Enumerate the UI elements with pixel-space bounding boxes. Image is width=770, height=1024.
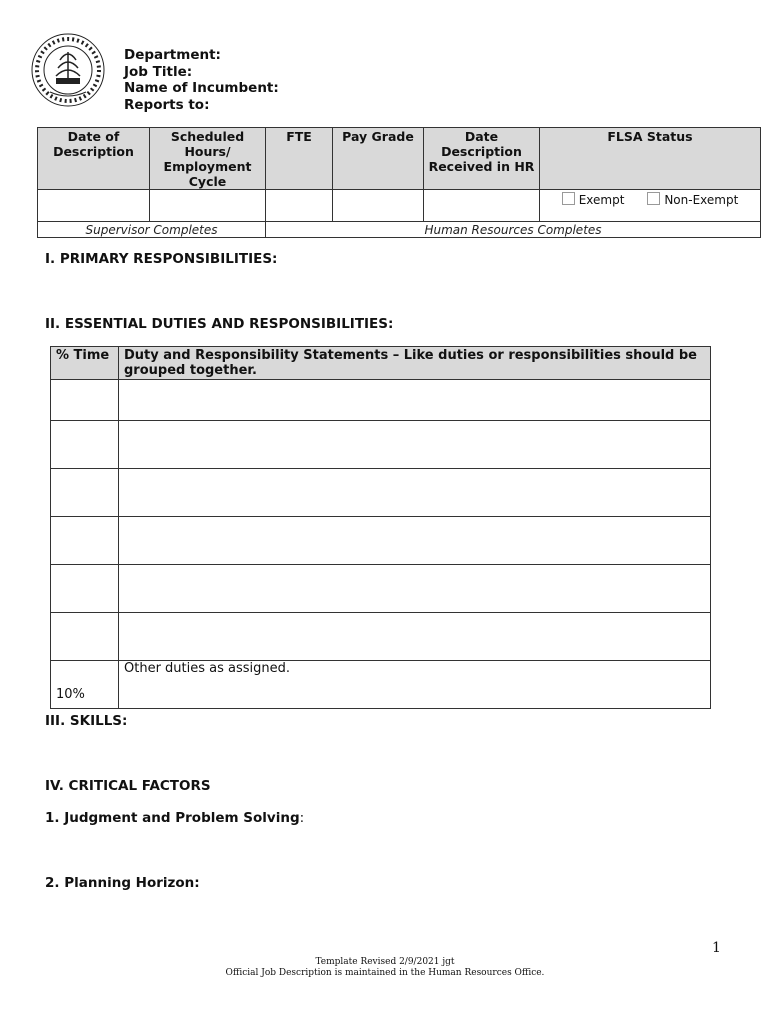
fte-cell[interactable] xyxy=(266,190,333,222)
percent-cell[interactable] xyxy=(51,469,119,517)
col-duty-statements: Duty and Responsibility Statements – Like duties or responsibilities should be grouped together. xyxy=(119,347,711,380)
duty-cell[interactable] xyxy=(119,517,711,565)
department-label: Department: xyxy=(124,47,221,63)
date-of-description-cell[interactable] xyxy=(38,190,150,222)
judgment-problem-solving xyxy=(45,810,304,826)
incumbent-label: Name of Incumbent: xyxy=(124,80,279,96)
percent-cell[interactable] xyxy=(51,565,119,613)
scheduled-hours-cell[interactable] xyxy=(150,190,266,222)
section-skills: III. SKILLS: xyxy=(45,713,128,729)
section-primary-responsibilities: I. PRIMARY RESPONSIBILITIES: xyxy=(45,251,278,267)
duty-cell[interactable] xyxy=(119,421,711,469)
reports-to-label: Reports to: xyxy=(124,96,210,113)
table-row xyxy=(51,380,711,421)
section-essential-duties: II. ESSENTIAL DUTIES AND RESPONSIBILITIES: xyxy=(45,316,394,332)
hr-completes-note: Human Resources Completes xyxy=(266,222,761,238)
percent-cell[interactable] xyxy=(51,613,119,661)
exempt-label: Exempt xyxy=(578,193,625,207)
duty-cell[interactable] xyxy=(119,380,711,421)
col-fte: FTE xyxy=(266,128,333,190)
page-number: 1 xyxy=(712,940,721,956)
job-title-label: Job Title: xyxy=(124,63,193,80)
percent-cell[interactable] xyxy=(51,421,119,469)
table-row xyxy=(51,421,711,469)
col-scheduled-hours: Scheduled Hours/ Employment Cycle xyxy=(150,128,266,190)
col-date-received-hr: Date Description Received in HR xyxy=(424,128,540,190)
table-row xyxy=(51,565,711,613)
non-exempt-label: Non-Exempt xyxy=(664,193,739,207)
exempt-checkbox[interactable] xyxy=(562,192,575,205)
col-percent-time: % Time xyxy=(51,347,119,380)
pay-grade-cell[interactable] xyxy=(333,190,424,222)
col-flsa-status: FLSA Status xyxy=(540,128,761,190)
judgment-label: 1. Judgment and Problem Solving xyxy=(45,810,300,826)
table-row xyxy=(51,661,711,709)
date-received-cell[interactable] xyxy=(424,190,540,222)
col-date-of-description: Date of Description xyxy=(38,128,150,190)
duty-cell[interactable] xyxy=(119,565,711,613)
percent-cell[interactable] xyxy=(51,517,119,565)
duty-cell[interactable] xyxy=(119,469,711,517)
footer-revision: Template Revised 2/9/2021 jgt xyxy=(315,957,455,967)
col-pay-grade: Pay Grade xyxy=(333,128,424,190)
table-row xyxy=(51,517,711,565)
footer-note: Official Job Description is maintained in the Human Resources Office. xyxy=(225,968,545,978)
header-fields xyxy=(124,47,279,113)
table-row xyxy=(51,613,711,661)
college-seal-logo xyxy=(30,32,106,108)
percent-cell[interactable] xyxy=(51,380,119,421)
duties-table xyxy=(50,346,711,709)
duty-cell[interactable] xyxy=(119,613,711,661)
percent-cell[interactable]: 10% xyxy=(51,661,119,709)
duty-cell[interactable]: Other duties as assigned. xyxy=(119,661,711,709)
judgment-colon: : xyxy=(299,810,305,826)
position-info-table xyxy=(37,127,761,238)
non-exempt-checkbox[interactable] xyxy=(647,192,660,205)
planning-horizon: 2. Planning Horizon: xyxy=(45,875,200,891)
supervisor-completes-note: Supervisor Completes xyxy=(38,222,266,238)
table-row xyxy=(51,469,711,517)
flsa-status-cell xyxy=(540,190,761,222)
section-critical-factors: IV. CRITICAL FACTORS xyxy=(45,778,211,794)
